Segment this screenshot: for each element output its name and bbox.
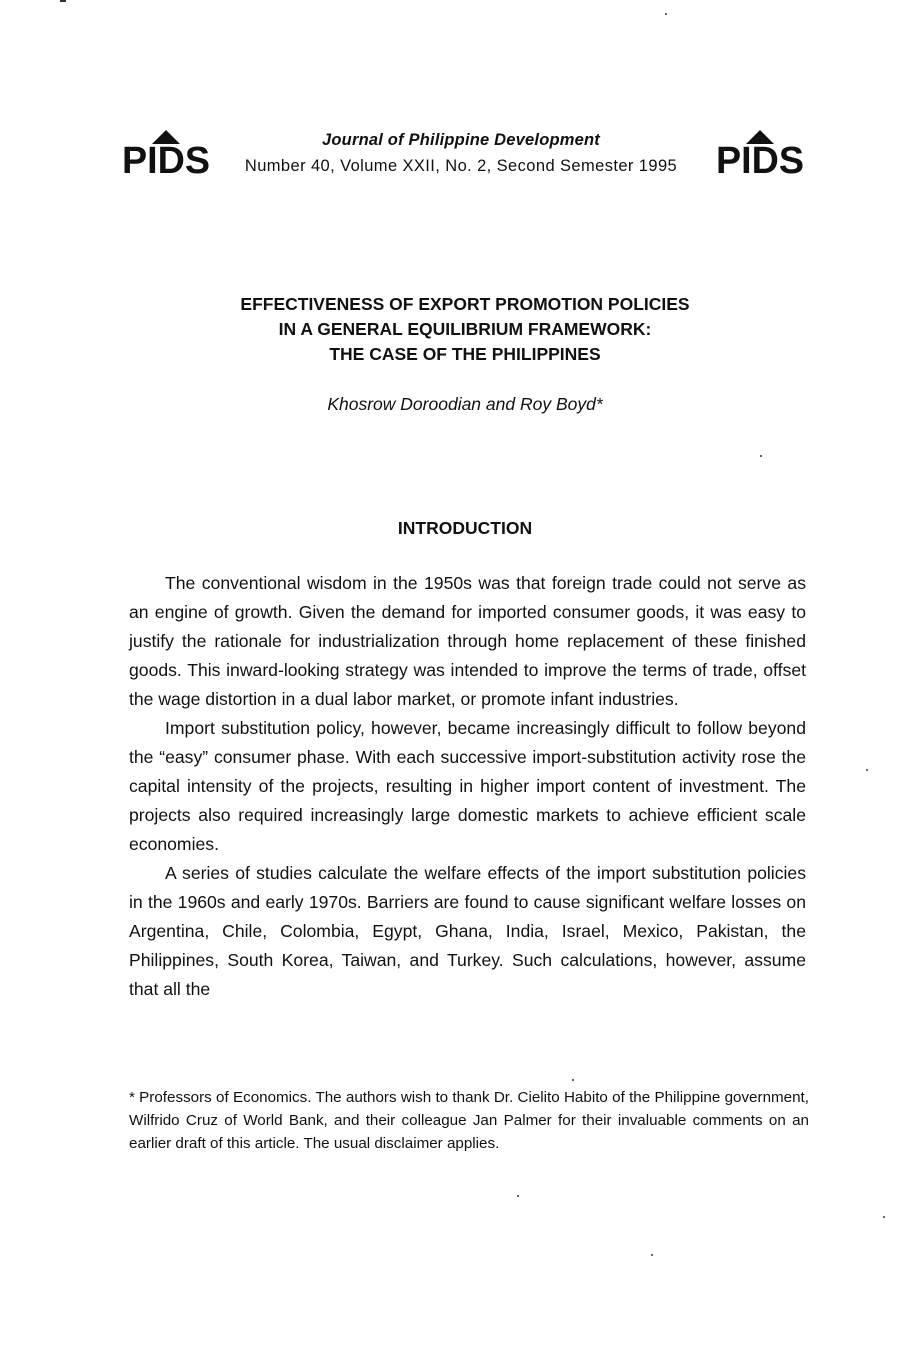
footnote xyxy=(129,1086,809,1155)
pids-logo-icon xyxy=(122,128,210,174)
svg-text:PIDS: PIDS xyxy=(716,140,804,174)
scan-speck xyxy=(866,769,868,771)
journal-title: Journal of Philippine Development xyxy=(322,131,600,149)
pids-logo-left xyxy=(122,128,210,174)
scan-speck xyxy=(651,1254,653,1256)
pids-logo-right xyxy=(716,128,804,174)
scan-speck xyxy=(760,455,762,457)
journal-issue: Number 40, Volume XXII, No. 2, Second Semester 1995 xyxy=(244,157,678,175)
pids-logo-icon xyxy=(716,128,804,174)
footnote-text: * Professors of Economics. The authors wish to thank Dr. Cielito Habito of the Philippine government, Wilfrido Cruz of World Bank, and their colleague Jan Palmer for their invaluable comments on an earlier draft of this article. The usual disclaimer applies. xyxy=(129,1089,809,1152)
title-line: THE CASE OF THE PHILIPPINES xyxy=(329,344,601,364)
section-heading: INTRODUCTION xyxy=(397,518,533,538)
title-line: IN A GENERAL EQUILIBRIUM FRAMEWORK: xyxy=(278,319,652,339)
body-text xyxy=(129,569,806,1004)
paragraph: Import substitution policy, however, became increasingly difficult to follow beyond the “easy” consumer phase. With each successive import-substitution activity rose the capital intensity of the projects, resulting in higher import content of investment. The projects also required increasingly large domestic markets to achieve efficient scale economies. xyxy=(129,718,806,854)
scan-speck xyxy=(883,1216,885,1218)
svg-text:PIDS: PIDS xyxy=(122,140,210,174)
article-title xyxy=(120,292,810,367)
scan-speck xyxy=(572,1079,574,1081)
paragraph: A series of studies calculate the welfare effects of the import substitution policies in the 1960s and early 1970s. Barriers are found to cause significant welfare losses on Argentina, Chile, Colombia, Egypt, Ghana, India, Israel, Mexico, Pakistan, the Philippines, South Korea, Taiwan, and Turkey. Such calculations, however, assume that all the xyxy=(129,863,806,999)
article-authors: Khosrow Doroodian and Roy Boyd* xyxy=(327,394,603,414)
scan-speck xyxy=(665,13,667,15)
scan-speck xyxy=(60,0,66,2)
title-line: EFFECTIVENESS OF EXPORT PROMOTION POLICIES xyxy=(240,294,690,314)
scan-speck xyxy=(517,1195,519,1197)
paragraph: The conventional wisdom in the 1950s was that foreign trade could not serve as an engine of growth. Given the demand for imported consumer goods, it was easy to justify the rationale for industrialization through home replacement of these finished goods. This inward-looking strategy was intended to improve the terms of trade, offset the wage distortion in a dual labor market, or promote infant industries. xyxy=(129,573,806,709)
